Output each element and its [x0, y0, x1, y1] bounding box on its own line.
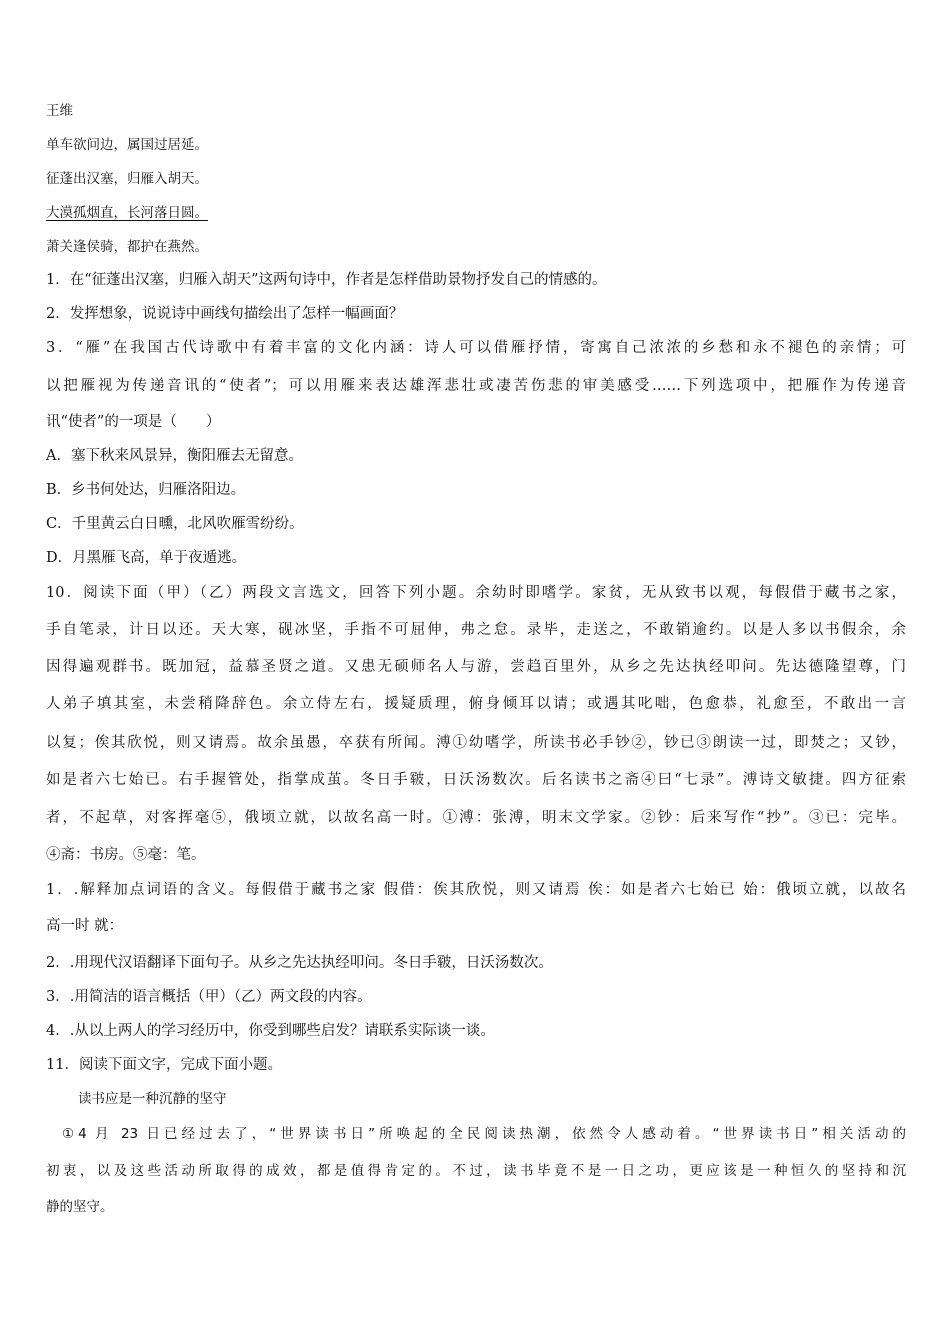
q10-text-line: 者，不起草，对客挥毫⑤，俄顷立就，以故名高一时。①溥：张溥，明末文学家。②钞：后来写作“抄”。③已：完毕。 [46, 810, 906, 826]
poem-line: 萧关逢侯骑，都护在燕然。 [46, 239, 208, 255]
article-paragraph-line: ①4 月 23 日已经过去了，“世界读书日”所唤起的全民阅读热潮，依然令人感动着。“世界读书日”相关活动的 [62, 1126, 906, 1142]
option-a: A．塞下秋来风景异，衡阳雁去无留意。 [46, 448, 303, 464]
q10-text-line: 如是者六七始已。右手握管处，指掌成茧。冬日手皲，日沃汤数次。后名读书之斋④曰“七录”。溥诗文敏捷。四方征索 [46, 772, 906, 788]
option-c: C．千里黄云白日曛，北风吹雁雪纷纷。 [46, 516, 304, 532]
question-3-line: 讯“使者”的一项是（ ） [46, 414, 221, 430]
option-b: B．乡书何处达，归雁洛阳边。 [46, 482, 246, 498]
article-paragraph-line: 初衷，以及这些活动所取得的成效，都是值得肯定的。不过，读书毕竟不是一日之功，更应该是一种恒久的坚持和沉 [46, 1163, 906, 1179]
q10-subquestion-3: 3．.用简洁的语言概括（甲）（乙）两文段的内容。 [46, 989, 372, 1005]
q10-text-line: 10．阅读下面（甲）（乙）两段文言选文，回答下列小题。余幼时即嗜学。家贫，无从致书以观，每假借于藏书之家， [46, 585, 906, 601]
q10-text-line: ④斋：书房。⑤毫：笔。 [46, 847, 206, 863]
q10-text-line: 以复；俟其欣悦，则又请焉。故余虽愚，卒获有所闻。溥①幼嗜学，所读书必手钞②，钞已③朗读一过，即焚之；又钞， [46, 735, 906, 751]
question-3-line: 3．“雁”在我国古代诗歌中有着丰富的文化内涵：诗人可以借雁抒情，寄寓自己浓浓的乡愁和永不褪色的亲情；可 [46, 340, 906, 356]
question-1: 1．在“征蓬出汉塞，归雁入胡天”这两句诗中，作者是怎样借助景物抒发自己的情感的。 [46, 272, 607, 288]
q10-subquestion-1-cont: 高一时 就： [46, 918, 124, 934]
question-2: 2．发挥想象，说说诗中画线句描绘出了怎样一幅画面？ [46, 306, 404, 322]
q10-subquestion-2: 2．.用现代汉语翻译下面句子。从乡之先达执经叩问。冬日手皲，日沃汤数次。 [46, 955, 553, 971]
option-d: D．月黑雁飞高，单于夜遁逃。 [46, 550, 247, 566]
underlined-verse: 大漠孤烟直，长河落日圆。 [46, 205, 208, 221]
q10-text-line: 手自笔录，计日以还。天大寒，砚冰坚，手指不可屈伸，弗之怠。录毕，走送之，不敢销逾约。以是人多以书假余，余 [46, 622, 906, 638]
article-title: 读书应是一种沉静的坚守 [78, 1091, 227, 1107]
question-11-intro: 11．阅读下面文字，完成下面小题。 [46, 1057, 282, 1073]
poem-line: 征蓬出汉塞，归雁入胡天。 [46, 171, 208, 187]
q10-subquestion-1: 1．.解释加点词语的含义。每假借于藏书之家 假借：俟其欣悦，则又请焉 俟：如是者六七始已 始：俄顷立就，以故名 [46, 882, 906, 898]
q10-text-line: 因得遍观群书。既加冠，益慕圣贤之道。又患无硕师名人与游，尝趋百里外，从乡之先达执经叩问。先达德隆望尊，门 [46, 659, 906, 675]
question-3-line: 以把雁视为传递音讯的“使者”；可以用雁来表达雄浑悲壮或凄苦伤悲的审美感受……下列选项中，把雁作为传递音 [46, 378, 906, 394]
q10-subquestion-4: 4．.从以上两人的学习经历中，你受到哪些启发？请联系实际谈一谈。 [46, 1023, 495, 1039]
poem-line: 单车欲问边，属国过居延。 [46, 137, 208, 153]
article-paragraph-line: 静的坚守。 [46, 1199, 114, 1215]
poem-line-underlined [46, 203, 906, 223]
poem-author: 王维 [46, 103, 73, 119]
q10-text-line: 人弟子填其室，未尝稍降辞色。余立侍左右，援疑质理，俯身倾耳以请；或遇其叱咄，色愈恭，礼愈至，不敢出一言 [46, 696, 906, 712]
